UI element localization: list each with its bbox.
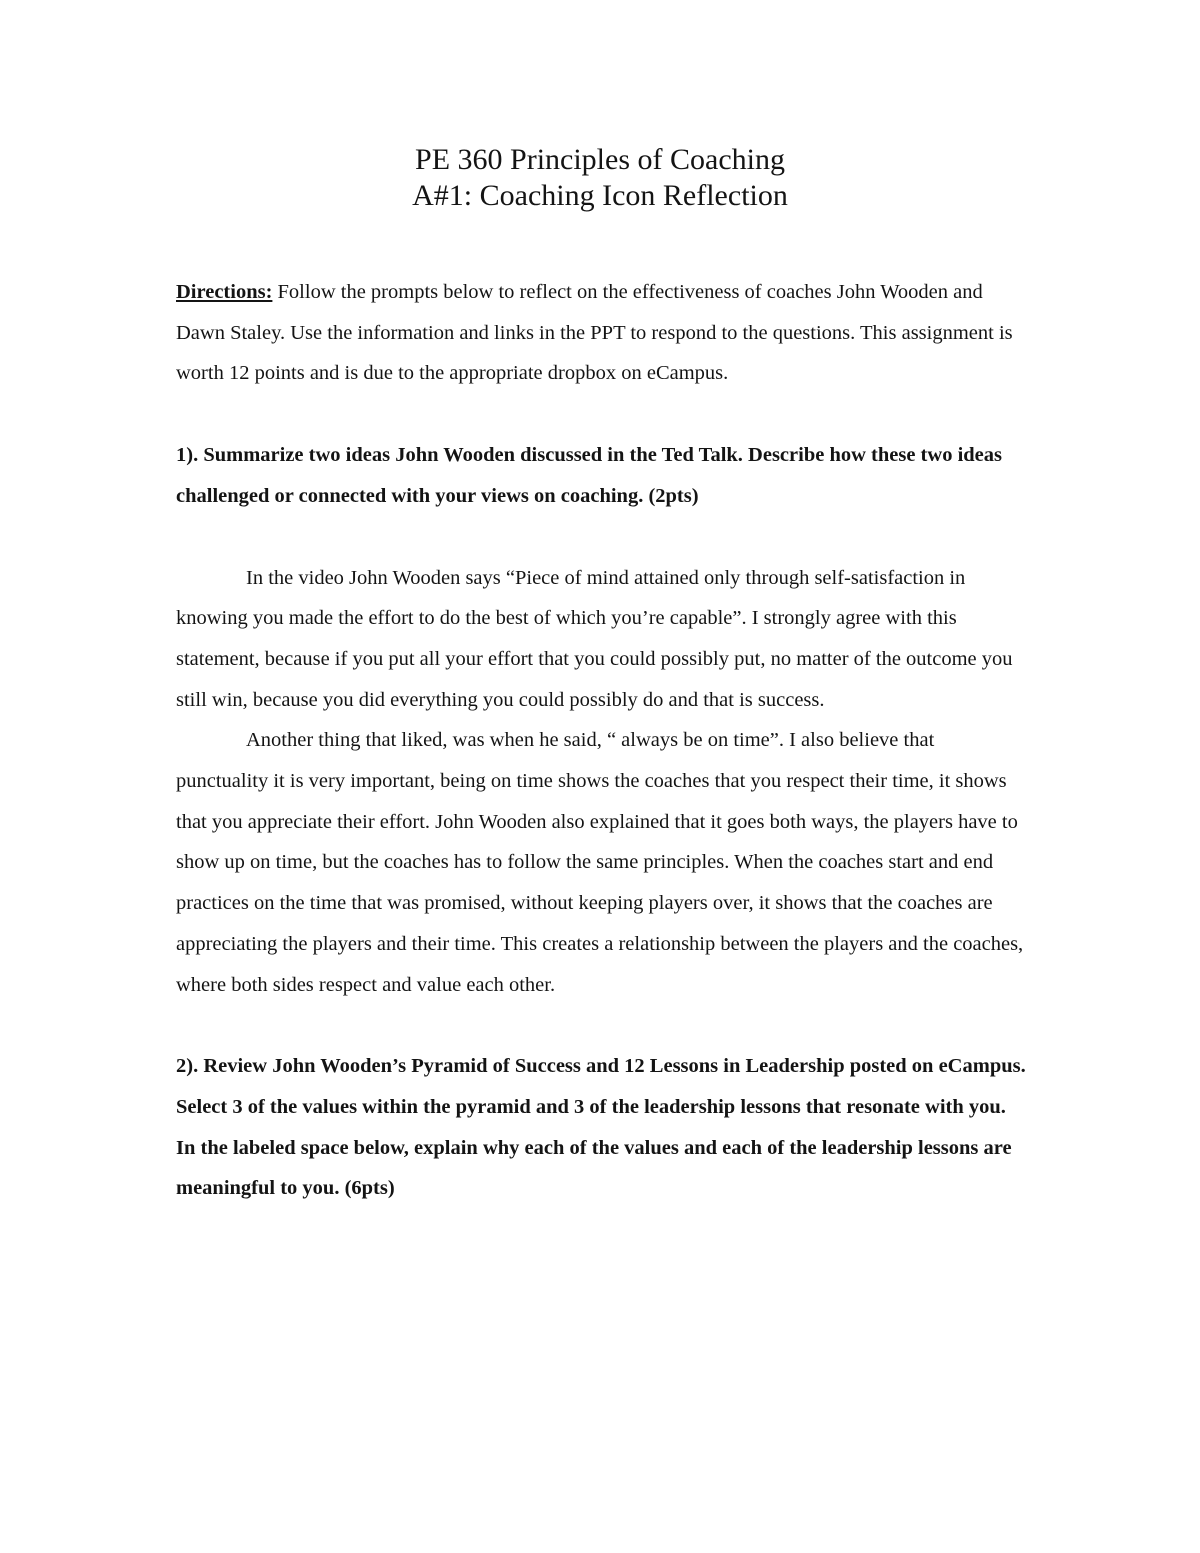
course-title: PE 360 Principles of Coaching: [415, 143, 785, 176]
directions-label: Directions:: [176, 281, 273, 303]
question-2-prompt: 2). Review John Wooden’s Pyramid of Success and 12 Lessons in Leadership posted on eCampus. Select 3 of the values within the pyramid and 3 of the leadership lessons that resonate with you. In the labeled space below, explain why each of the values and each of the leadership lessons are meaningful to you. (6pts): [176, 1055, 1026, 1200]
directions-text: Follow the prompts below to reflect on the effectiveness of coaches John Wooden and Dawn Staley. Use the information and links in the PPT to respond to the questions. This assignment is worth 12 points and is due to the appropriate dropbox on eCampus.: [176, 281, 1013, 385]
answer-paragraph-2: Another thing that liked, was when he said, “ always be on time”. I also believe that punctuality it is very important, being on time shows the coaches that you respect their time, it shows that you appreciate their effort. John Wooden also explained that it goes both ways, the players have to show up on time, but the coaches has to follow the same principles. When the coaches start and end practices on the time that was promised, without keeping players over, it shows that the coaches are appreciating the players and their time. This creates a relationship between the players and the coaches, where both sides respect and value each other.: [176, 729, 1024, 996]
answer-paragraph-1: In the video John Wooden says “Piece of mind attained only through self-satisfaction in knowing you made the effort to do the best of which you’re capable”. I strongly agree with this statement, because if you put all your effort that you could possibly put, no matter of the outcome you still win, because you did everything you could possibly do and that is success.: [176, 566, 1013, 711]
document-body: [176, 272, 1026, 1209]
question-1-prompt: 1). Summarize two ideas John Wooden discussed in the Ted Talk. Describe how these two ideas challenged or connected with your views on coaching. (2pts): [176, 444, 1002, 507]
document-title-block: [0, 142, 1200, 214]
directions-paragraph: [176, 272, 1026, 394]
assignment-title: A#1: Coaching Icon Reflection: [412, 179, 788, 212]
question-1-answer: [176, 558, 1026, 1006]
